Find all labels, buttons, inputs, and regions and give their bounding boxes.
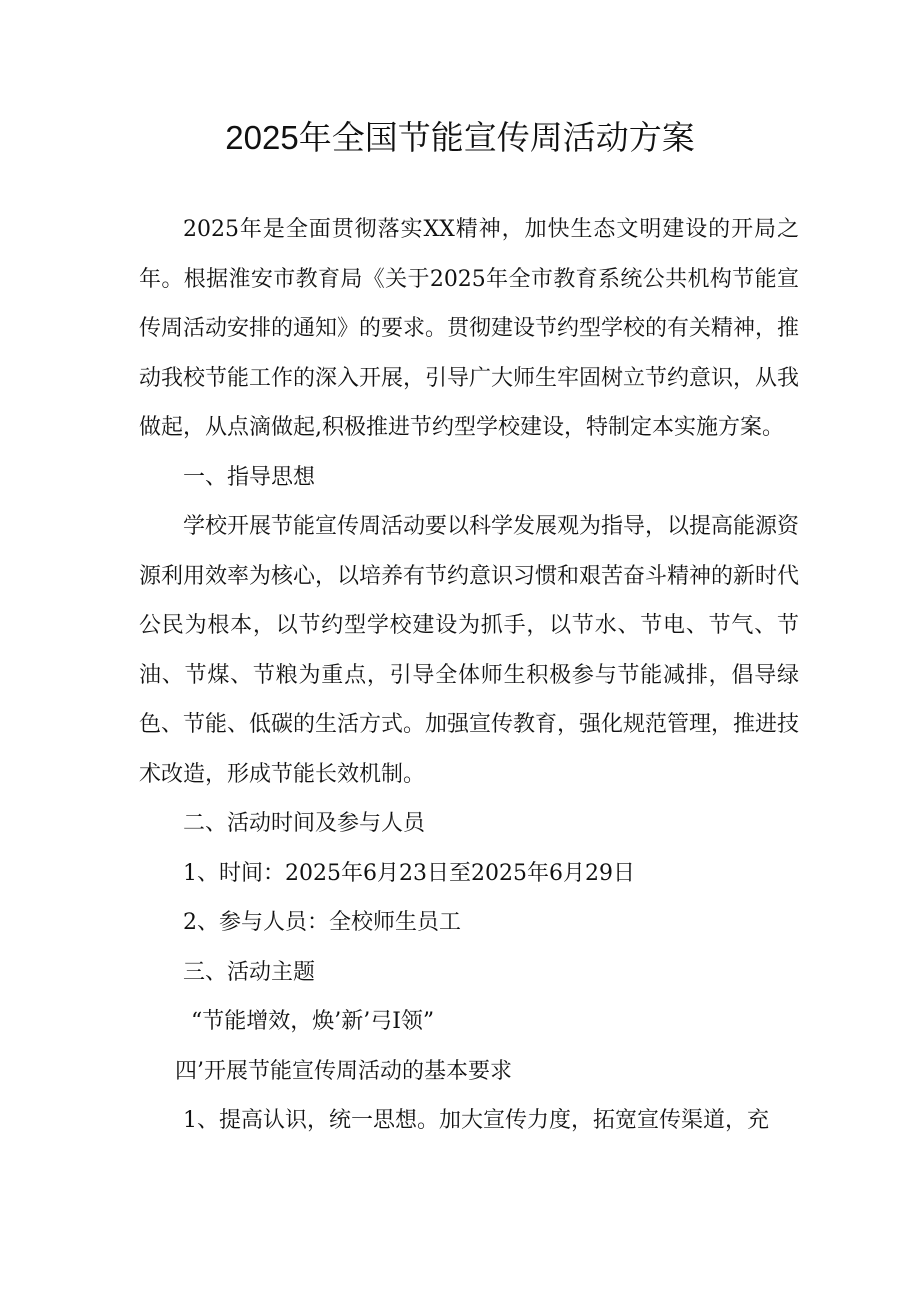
guiding-ideology-paragraph: 学校开展节能宣传周活动要以科学发展观为指导，以提高能源资源利用效率为核心，以培养有节约意识习惯和艰苦奋斗精神的新时代公民为根本，以节约型学校建设为抓手，以节水、节电、节气、节油、节煤、节粮为重点，引导全体师生积极参与节能减排，倡导绿色、节能、低碳的生活方式。加强宣传教育，强化规范管理，推进技术改造，形成节能长效机制。 bbox=[139, 514, 800, 787]
section-heading-time-participants: 二、活动时间及参与人员 bbox=[183, 811, 426, 836]
section-heading-theme: 三、活动主题 bbox=[183, 959, 316, 985]
document-body bbox=[139, 205, 799, 1146]
section-heading-guiding-ideology: 一、指导思想 bbox=[183, 464, 316, 490]
requirement-item-1: 1、提高认识，统一思想。加大宣传力度，拓宽宣传渠道，充 bbox=[183, 1108, 769, 1133]
activity-theme: “节能增效，焕’新’弓I领” bbox=[191, 1009, 435, 1034]
document-title: 2025年全国节能宣传周活动方案 bbox=[225, 119, 695, 156]
section-heading-requirements: 四’开展节能宣传周活动的基本要求 bbox=[175, 1058, 512, 1084]
activity-time: 1、时间：2025年6月23日至2025年6月29日 bbox=[183, 860, 635, 886]
participants: 2、参与人员：全校师生员工 bbox=[183, 910, 461, 935]
intro-paragraph: 2025年是全面贯彻落实XX精神，加快生态文明建设的开局之年。根据淮安市教育局《关于2025年全市教育系统公共机构节能宣传周活动安排的通知》的要求。贯彻建设节约型学校的有关精神，推动我校节能工作的深入开展，引导广大师生牢固树立节约意识，从我做起，从点滴做起,积极推进节约型学校建设，特制定本实施方案。 bbox=[139, 217, 800, 440]
